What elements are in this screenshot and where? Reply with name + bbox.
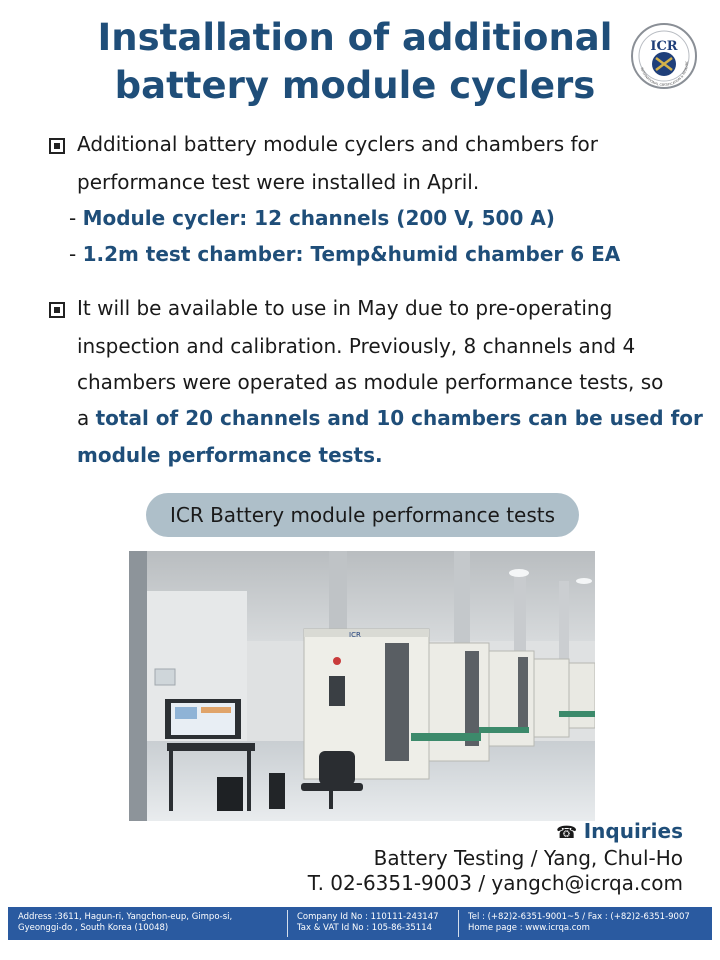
- dash: -: [69, 206, 83, 230]
- text-plain: a: [77, 406, 96, 430]
- footer-divider: [287, 910, 288, 937]
- section1-item1: [69, 206, 555, 230]
- inquiries-label: Inquiries: [583, 819, 683, 843]
- tel-fax: Tel : (+82)2-6351-9001~5 / Fax : (+82)2-6351-9007: [468, 912, 690, 922]
- page-title: [60, 14, 650, 110]
- homepage-link[interactable]: Home page : www.icrqa.com: [468, 923, 590, 933]
- footer-contact: [468, 912, 690, 934]
- section1-line1: Additional battery module cyclers and chambers for: [77, 132, 599, 156]
- dash: -: [69, 242, 83, 266]
- inquiries-heading: [556, 819, 683, 843]
- title-line-1: Installation of additional: [97, 16, 613, 59]
- section2-line4: [77, 406, 703, 430]
- section2-line3: chambers were operated as module performance tests, so: [77, 370, 664, 394]
- lab-scene-image: [129, 551, 595, 821]
- bullet-square-icon: [49, 138, 65, 154]
- section2-line5: module performance tests.: [77, 443, 383, 467]
- lab-photo: [129, 551, 595, 821]
- logo-ring-text: INTERNATIONAL CERTIFICATION & RESEARC: [639, 61, 690, 88]
- section2-line1: It will be available to use in May due to pre-operating: [77, 296, 613, 320]
- machine-brand-label: ICR: [349, 631, 361, 639]
- inquiries-contact: Battery Testing / Yang, Chul-Ho: [373, 846, 683, 870]
- icr-logo: [630, 22, 698, 90]
- company-id: Company Id No : 110111-243147: [297, 912, 439, 922]
- tax-id: Tax & VAT Id No : 105-86-35114: [297, 923, 433, 933]
- logo-text: ICR: [650, 39, 678, 54]
- title-line-2: battery module cyclers: [114, 64, 596, 107]
- footer-bar: [8, 907, 712, 940]
- bullet-square-icon: [49, 302, 65, 318]
- section2-line2: inspection and calibration. Previously, 8 channels and 4: [77, 334, 636, 358]
- address-line-2: Gyeonggi-do , South Korea (10048): [18, 923, 169, 933]
- test-chamber-spec: 1.2m test chamber: Temp&humid chamber 6 EA: [82, 242, 621, 266]
- footer-divider: [458, 910, 459, 937]
- address-line-1: Address :3611, Hagun-ri, Yangchon-eup, Gimpo-si,: [18, 912, 233, 922]
- footer-address: [18, 912, 232, 934]
- inquiries-phone-email: T. 02-6351-9003 / yangch@icrqa.com: [307, 871, 683, 895]
- section1-item2: [69, 242, 620, 266]
- module-cycler-spec: Module cycler: 12 channels (200 V, 500 A): [82, 206, 555, 230]
- phone-icon: ☎: [556, 823, 578, 843]
- highlight-total: total of 20 channels and 10 chambers can be used for: [95, 406, 703, 430]
- section1-line2: performance test were installed in April.: [77, 170, 480, 194]
- footer-company: [297, 912, 439, 934]
- photo-caption: ICR Battery module performance tests: [146, 493, 579, 537]
